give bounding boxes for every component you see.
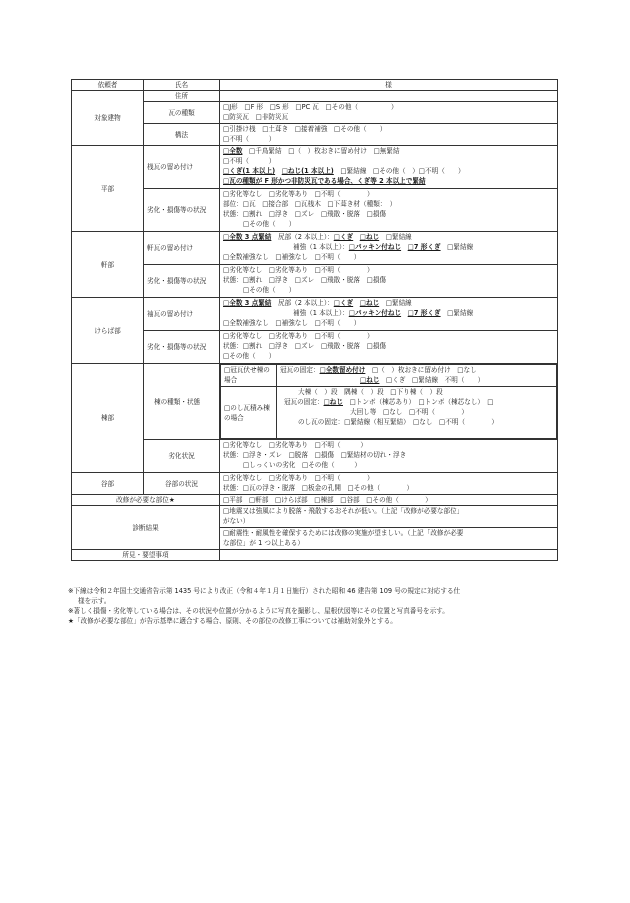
name-label: 氏名 <box>144 80 220 91</box>
eave-deg-label: 劣化・損傷等の状況 <box>144 265 220 298</box>
ridge-noshi-fix-label: 冠瓦の固定： <box>284 398 324 406</box>
verge-fix-options[interactable] <box>220 298 558 331</box>
ridge-cap-fix-label: 冠瓦の固定： <box>280 366 320 374</box>
remarks-label: 所見・要望事項 <box>72 550 220 561</box>
ridge-cap-label: □冠瓦伏せ棟の場合 <box>221 365 277 387</box>
eave-tail-label: 尻部（2 本以上）： <box>277 233 334 241</box>
verge-fix-label: 袖瓦の留め付け <box>144 298 220 331</box>
valley-options[interactable] <box>220 473 558 495</box>
verge-deg-label: 劣化・損傷等の状況 <box>144 331 220 364</box>
ridge-cap-line2: □くぎ □緊結線 不明（ ） <box>386 376 485 384</box>
roof-type-label: 瓦の種類 <box>144 102 220 124</box>
note1-line2: 様を示す。 <box>78 597 111 605</box>
verge-deg-line3: □その他（ ） <box>223 352 276 360</box>
target-building-label: 対象建物 <box>72 91 144 146</box>
footnotes <box>68 586 568 626</box>
verge-tail-label: 尻部（2 本以上）： <box>277 299 334 307</box>
requester-label: 依頼者 <box>72 80 144 91</box>
verge-reinforce-wire: □緊結線 <box>447 309 474 317</box>
diagnosis-line3: □耐震性・耐風性を確保するためには改修の実施が望ましい。（上記「改修が必要 <box>223 529 464 537</box>
ridge-type-label: 棟の種類・状態 <box>144 364 220 440</box>
ridge-noshi-line2: □トンボ（棟芯あり） □トンボ（棟芯なし） □ <box>349 398 494 406</box>
name-field[interactable] <box>220 80 558 91</box>
honorific: 様 <box>385 81 392 89</box>
flat-deg-line2: 部位：□瓦 □接合部 □瓦桟木 □下葺き材（種類： ） <box>223 200 397 208</box>
flat-deg-line1: □劣化等なし □劣化等あり □不明（ ） <box>223 190 374 198</box>
ridge-section-label: 棟部 <box>72 364 144 473</box>
flat-fix-options[interactable] <box>220 146 558 189</box>
ridge-type-options[interactable] <box>220 364 558 440</box>
eave-deg-options[interactable] <box>220 265 558 298</box>
eave-three-point: □全数 3 点緊結 <box>223 233 272 241</box>
verge-deg-options[interactable] <box>220 331 558 364</box>
structure-line2: □不明（ ） <box>223 135 276 143</box>
roof-type-options[interactable] <box>220 102 558 124</box>
structure-line1: □引掛け桟 □土葺き □接着補強 □その他（ ） <box>223 125 387 133</box>
valley-line2: 状態：□瓦の浮き・脱落 □板金の孔開 □その他（ ） <box>223 484 414 492</box>
eave-7-nail: □7 形くぎ <box>407 243 441 251</box>
eave-deg-line2: 状態：□割れ □浮き □ズレ □飛散・脱落 □損傷 <box>223 276 387 284</box>
flat-fix-line4: □瓦の種類が F 形かつ非防災瓦である場合、くぎ等 2 本以上で緊結 <box>223 177 426 185</box>
flat-deg-line3: 状態：□割れ □浮き □ズレ □飛散・脱落 □損傷 <box>223 210 387 218</box>
eave-packing-screw: □パッキン付ねじ <box>348 243 402 251</box>
verge-deg-line2: 状態：□割れ □浮き □ズレ □飛散・脱落 □損傷 <box>223 342 387 350</box>
remarks-field[interactable] <box>220 550 558 561</box>
valley-section-label: 谷部 <box>72 473 144 495</box>
flat-all-count: □全数 <box>223 147 243 155</box>
flat-deg-options[interactable] <box>220 189 558 232</box>
verge-section-label: けらば部 <box>72 298 144 364</box>
verge-three-point: □全数 3 点緊結 <box>223 299 272 307</box>
ridge-noshi-label: □のし瓦積み棟の場合 <box>221 387 277 439</box>
flat-screw-option: □ねじ(1 本以上) <box>281 167 334 175</box>
valley-label: 谷部の状況 <box>144 473 220 495</box>
flat-nail-option: □くぎ(1 本以上) <box>223 167 276 175</box>
flat-fix-line3: □緊結線 □その他（ ）□不明（ ） <box>340 167 465 175</box>
flat-deg-line4: □その他（ ） <box>243 220 296 228</box>
roof-type-line2: □防災瓦 □非防災瓦 <box>223 113 289 121</box>
diagnosis-option-low-risk[interactable] <box>220 506 558 528</box>
roof-type-line1: □J形 □F 形 □S 形 □PC 瓦 □その他（ ） <box>223 103 398 111</box>
eave-wire: □緊結線 <box>385 233 412 241</box>
needs-repair-options[interactable] <box>220 495 558 506</box>
flat-fix-line2: □不明（ ） <box>223 157 276 165</box>
diagnosis-option-repair[interactable] <box>220 528 558 550</box>
verge-wire: □緊結線 <box>385 299 412 307</box>
ridge-cap-all: □全数留め付け <box>319 366 366 374</box>
ridge-deg-line1: □劣化等なし □劣化等あり □不明（ ） <box>223 441 367 449</box>
eave-screw: □ねじ <box>359 233 380 241</box>
eave-fix-line3: □全数補強なし □補強なし □不明（ ） <box>223 253 361 261</box>
flat-fix-label: 桟瓦の留め付け <box>144 146 220 189</box>
eave-reinforce-wire: □緊結線 <box>447 243 474 251</box>
eave-deg-line3: □その他（ ） <box>243 286 296 294</box>
eave-fix-options[interactable] <box>220 232 558 265</box>
ridge-subtable <box>220 364 557 439</box>
verge-screw: □ねじ <box>359 299 380 307</box>
flat-section-label: 平部 <box>72 146 144 232</box>
diagnosis-line4: な部位」が 1 つ以上ある） <box>223 539 304 547</box>
ridge-deg-options[interactable] <box>220 440 558 473</box>
verge-7-nail: □7 形くぎ <box>407 309 441 317</box>
ridge-noshi-line3: 大回し等 □なし □不明（ ） <box>350 408 468 416</box>
note1-line1: ※下線は令和２年国土交通省告示第 1435 号により改正（令和４年１月１日施行）された昭和 46 建告第 109 号の規定に対応する仕 <box>68 587 461 595</box>
needs-repair-label: 改修が必要な部位★ <box>72 495 220 506</box>
ridge-cap-line1: □（ ）枚おきに留め付け □なし <box>371 366 477 374</box>
verge-nail: □くぎ <box>333 299 354 307</box>
needs-repair-line: □平部 □軒部 □けらば部 □棟部 □谷部 □その他（ ） <box>223 496 432 504</box>
flat-fix-line1: □千鳥緊結 □（ ）枚おきに留め付け □無緊結 <box>249 147 400 155</box>
eave-section-label: 軒部 <box>72 232 144 298</box>
ridge-noshi-screw: □ねじ <box>323 398 343 406</box>
verge-reinforce-label: 補強（1 本以上）： <box>293 309 349 317</box>
address-label: 住所 <box>144 91 220 102</box>
ridge-cap-screw: □ねじ <box>360 376 380 384</box>
note2: ※著しく損傷・劣化等している場合は、その状況や位置が分かるように写真を撮影し、屋根伏図等にその位置と写真番号を示す。 <box>68 607 449 615</box>
structure-label: 構法 <box>144 124 220 146</box>
valley-line1: □劣化等なし □劣化等あり □不明（ ） <box>223 474 374 482</box>
diagnosis-label: 診断結果 <box>72 506 220 550</box>
verge-deg-line1: □劣化等なし □劣化等あり □不明（ ） <box>223 332 374 340</box>
address-field[interactable] <box>220 91 558 102</box>
ridge-noshi-line4: のし瓦の固定：□緊結線（相互緊結） □なし □不明（ ） <box>298 418 499 426</box>
ridge-deg-line3: □しっくいの劣化 □その他（ ） <box>243 461 361 469</box>
structure-options[interactable] <box>220 124 558 146</box>
eave-reinforce-label: 補強（1 本以上）： <box>293 243 349 251</box>
eave-fix-label: 軒瓦の留め付け <box>144 232 220 265</box>
diagnosis-line2: がない） <box>223 517 250 525</box>
flat-deg-label: 劣化・損傷等の状況 <box>144 189 220 232</box>
ridge-deg-label: 劣化状況 <box>144 440 220 473</box>
note3: ★「改修が必要な部位」が告示基準に適合する場合、原則、その部位の改修工事については補助対象外とする。 <box>68 617 397 625</box>
verge-packing-screw: □パッキン付ねじ <box>348 309 402 317</box>
ridge-deg-line2: 状態：□浮き・ズレ □脱落 □損傷 □緊結材の切れ・浮き <box>223 451 407 459</box>
verge-fix-line3: □全数補強なし □補強なし □不明（ ） <box>223 319 361 327</box>
eave-nail: □くぎ <box>333 233 354 241</box>
inspection-form-table <box>71 79 558 561</box>
diagnosis-line1: □地震又は強風により脱落・飛散するおそれが低い。（上記「改修が必要な部位」 <box>223 507 464 515</box>
ridge-noshi-line1: 大棟（ ）段 隅棟（ ）段 □下り棟（ ）段 <box>298 388 443 396</box>
eave-deg-line1: □劣化等なし □劣化等あり □不明（ ） <box>223 266 374 274</box>
